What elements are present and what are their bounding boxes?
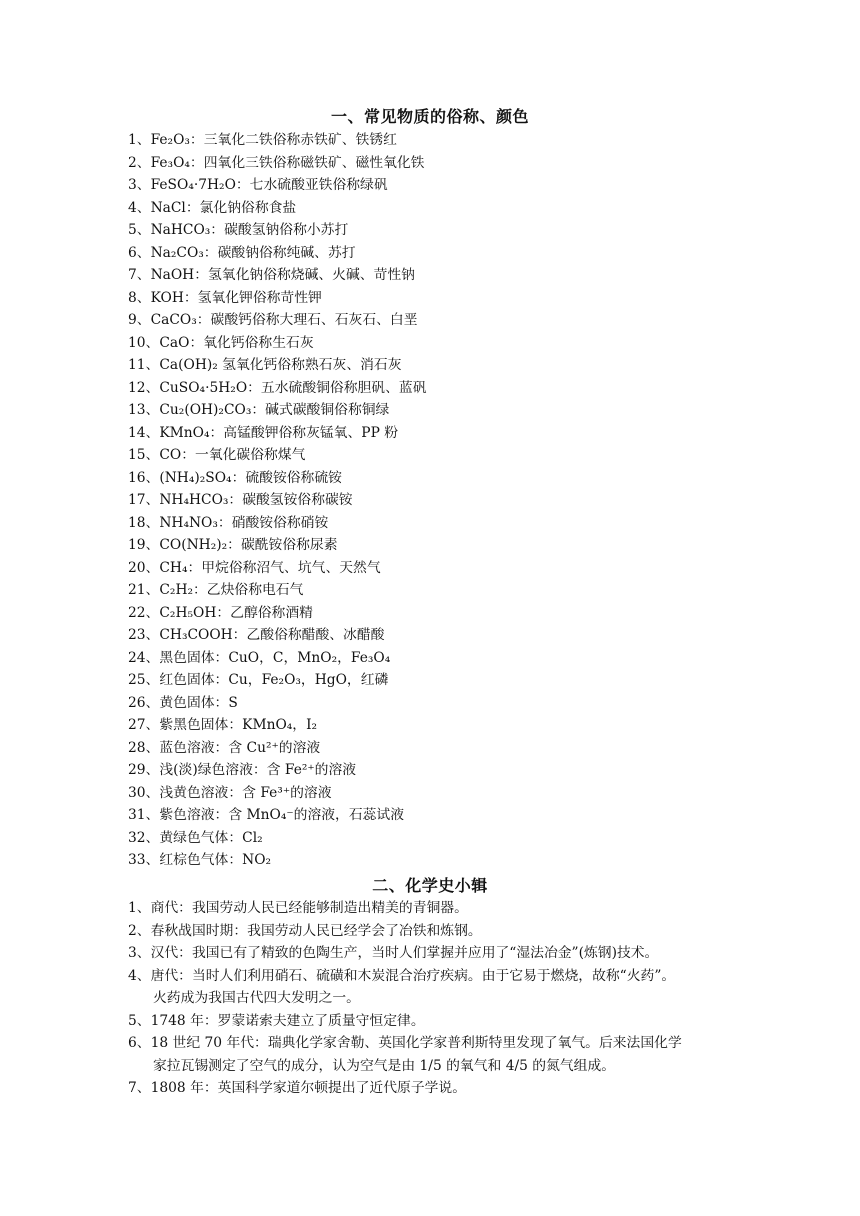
item-text: 1748 年：罗蒙诺索夫建立了质量守恒定律。 bbox=[150, 1012, 425, 1029]
list-item: 10、CaO：氧化钙俗称生石灰 bbox=[128, 334, 314, 351]
list-item: 23、CH₃COOH：乙酸俗称醋酸、冰醋酸 bbox=[128, 627, 385, 643]
list-item bbox=[128, 942, 748, 965]
item-number: 1、 bbox=[128, 900, 151, 916]
list-item bbox=[128, 897, 748, 920]
list-item: 18、NH₄NO₃：硝酸铵俗称硝铵 bbox=[128, 514, 329, 531]
list-item bbox=[128, 1010, 748, 1033]
list-item: 32、黄绿色气体：Cl₂ bbox=[128, 829, 263, 846]
list-item: 2、Fe₃O₄：四氧化三铁俗称磁铁矿、磁性氧化铁 bbox=[128, 154, 425, 171]
list-item-continuation: 火药成为我国古代四大发明之一。 bbox=[153, 990, 360, 1006]
list-item: 7、NaOH：氢氧化钠俗称烧碱、火碱、苛性钠 bbox=[128, 267, 415, 283]
item-number: 4、 bbox=[128, 967, 151, 984]
list-item bbox=[128, 1077, 748, 1100]
item-text: 唐代：当时人们利用硝石、硫磺和木炭混合治疗疾病。由于它易于燃烧，故称“火药”。 bbox=[150, 967, 676, 984]
item-text: 春秋战国时期：我国劳动人民已经学会了冶铁和炼钢。 bbox=[150, 922, 482, 939]
list-item: 26、黄色固体：S bbox=[128, 694, 238, 711]
section-title-chem-history: 二、化学史小辑 bbox=[372, 876, 488, 895]
list-item-continuation: 家拉瓦锡测定了空气的成分，认为空气是由 1/5 的氧气和 4/5 的氮气组成。 bbox=[153, 1057, 616, 1074]
list-item: 4、NaCl：氯化钠俗称食盐 bbox=[128, 199, 297, 216]
list-item: 29、浅(淡)绿色溶液：含 Fe²⁺的溶液 bbox=[128, 762, 357, 778]
item-number: 3、 bbox=[128, 945, 151, 961]
list-item: 15、CO：一氧化碳俗称煤气 bbox=[128, 447, 306, 463]
list-item bbox=[128, 920, 748, 943]
list-item: 28、蓝色溶液：含 Cu²⁺的溶液 bbox=[128, 739, 321, 756]
list-item: 31、紫色溶液：含 MnO₄⁻的溶液，石蕊试液 bbox=[128, 807, 405, 823]
common-names-list bbox=[128, 129, 748, 872]
list-item: 14、KMnO₄：高锰酸钾俗称灰锰氧、PP 粉 bbox=[128, 424, 399, 441]
item-text: 商代：我国劳动人民已经能够制造出精美的青铜器。 bbox=[150, 900, 468, 916]
chem-history-list bbox=[128, 897, 748, 1100]
list-item: 8、KOH：氢氧化钾俗称苛性钾 bbox=[128, 289, 322, 306]
list-item: 16、(NH₄)₂SO₄：硫酸铵俗称硫铵 bbox=[128, 469, 342, 486]
list-item: 22、C₂H₅OH：乙醇俗称酒精 bbox=[128, 604, 313, 621]
list-item: 33、红棕色气体：NO₂ bbox=[128, 852, 272, 868]
list-item: 5、NaHCO₃：碳酸氢钠俗称小苏打 bbox=[128, 222, 349, 238]
list-item: 24、黑色固体：CuO，C，MnO₂，Fe₃O₄ bbox=[128, 649, 391, 666]
item-text: 1808 年：英国科学家道尔顿提出了近代原子学说。 bbox=[150, 1080, 467, 1096]
list-item: 3、FeSO₄·7H₂O：七水硫酸亚铁俗称绿矾 bbox=[128, 177, 388, 193]
list-item: 30、浅黄色溶液：含 Fe³⁺的溶液 bbox=[128, 784, 332, 801]
section-title-common-names: 一、常见物质的俗称、颜色 bbox=[330, 107, 529, 126]
list-item: 6、Na₂CO₃：碳酸钠俗称纯碱、苏打 bbox=[128, 244, 356, 261]
list-item: 25、红色固体：Cu，Fe₂O₃，HgO，红磷 bbox=[128, 672, 389, 688]
list-item: 11、Ca(OH)₂ 氢氧化钙俗称熟石灰、消石灰 bbox=[128, 357, 402, 373]
list-item: 12、CuSO₄·5H₂O：五水硫酸铜俗称胆矾、蓝矾 bbox=[128, 379, 427, 396]
item-number: 2、 bbox=[128, 922, 151, 939]
list-item: 1、Fe₂O₃：三氧化二铁俗称赤铁矿、铁锈红 bbox=[128, 132, 397, 148]
list-item: 13、Cu₂(OH)₂CO₃：碱式碳酸铜俗称铜绿 bbox=[128, 402, 390, 418]
list-item: 21、C₂H₂：乙炔俗称电石气 bbox=[128, 582, 304, 598]
item-number: 7、 bbox=[128, 1080, 151, 1096]
list-item: 19、CO(NH₂)₂：碳酰铵俗称尿素 bbox=[128, 537, 338, 553]
list-item: 17、NH₄HCO₃：碳酸氢铵俗称碳铵 bbox=[128, 492, 353, 508]
list-item: 27、紫黑色固体：KMnO₄，I₂ bbox=[128, 717, 318, 733]
item-text: 18 世纪 70 年代：瑞典化学家舍勒、英国化学家普利斯特里发现了氧气。后来法国化学 bbox=[150, 1035, 682, 1051]
list-item: 9、CaCO₃：碳酸钙俗称大理石、石灰石、白垩 bbox=[128, 312, 418, 328]
item-number: 6、 bbox=[128, 1035, 151, 1051]
item-text: 汉代：我国已有了精致的色陶生产，当时人们掌握并应用了“湿法冶金”(炼钢)技术。 bbox=[150, 945, 659, 961]
list-item bbox=[128, 965, 748, 988]
list-item: 20、CH₄：甲烷俗称沼气、坑气、天然气 bbox=[128, 559, 381, 576]
list-item bbox=[128, 1032, 748, 1055]
item-number: 5、 bbox=[128, 1012, 151, 1029]
